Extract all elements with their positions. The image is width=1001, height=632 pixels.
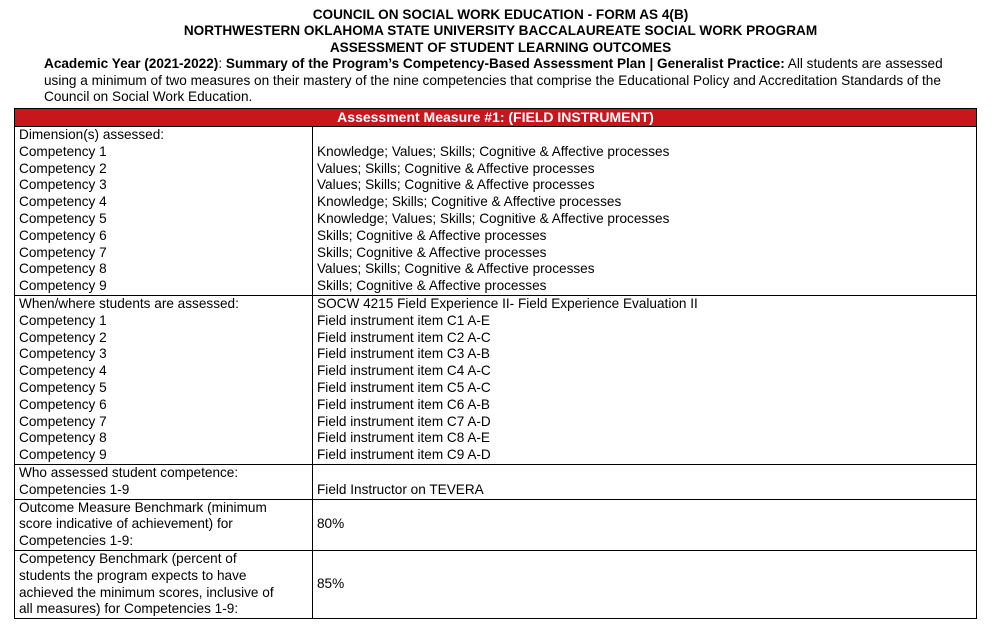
academic-year-label: Academic Year (2021-2022) (44, 56, 219, 72)
dimension-value: Skills; Cognitive & Affective processes (317, 278, 547, 294)
intro-text: All students are assessed using a minimum of two measures on their mastery of the nine competencies that comprise the Educational Policy and Accreditation Standards of the Council on Social Work Education. (44, 56, 943, 105)
competency-label: Competency 9 (19, 278, 107, 294)
field-instrument-item: Field instrument item C5 A-C (317, 379, 491, 395)
header-line-3: ASSESSMENT OF STUDENT LEARNING OUTCOMES (329, 39, 672, 55)
when-where-value-cell (313, 295, 977, 464)
field-instrument-item: Field instrument item C6 A-B (317, 396, 491, 412)
intro-paragraph (44, 56, 973, 106)
assessment-measure-title: Assessment Measure #1: (FIELD INSTRUMENT) (15, 109, 977, 127)
dimensions-row (15, 127, 977, 296)
competency-label: Competency 6 (19, 227, 107, 243)
competency-label: Competency 2 (19, 160, 107, 176)
dimension-value: Knowledge; Values; Skills; Cognitive & Affective processes (317, 210, 670, 226)
who-assessed-value-cell (313, 464, 977, 499)
competency-label: Competency 8 (19, 261, 107, 277)
who-assessed-label-cell (15, 464, 313, 499)
who-assessed-value: Field Instructor on TEVERA (317, 481, 484, 497)
intro-colon: : (218, 56, 226, 72)
when-where-label-cell (15, 295, 313, 464)
competency-label: Competency 5 (19, 210, 107, 226)
header-line-1: COUNCIL ON SOCIAL WORK EDUCATION - FORM AS 4(B) (312, 7, 689, 22)
dimension-value: Skills; Cognitive & Affective processes (317, 244, 547, 260)
competency-label: Competency 2 (19, 329, 107, 345)
outcome-benchmark-label: Outcome Measure Benchmark (minimum (19, 499, 267, 515)
outcome-benchmark-label-cell (15, 499, 313, 550)
header-line-2: NORTHWESTERN OKLAHOMA STATE UNIVERSITY BACCALAUREATE SOCIAL WORK PROGRAM (183, 23, 818, 39)
dimension-value: Knowledge; Values; Skills; Cognitive & Affective processes (317, 143, 670, 159)
dimension-value: Values; Skills; Cognitive & Affective processes (317, 160, 595, 176)
competency-benchmark-label: achieved the minimum scores, inclusive of (19, 584, 274, 600)
competency-label: Competency 4 (19, 194, 107, 210)
summary-label: Summary of the Program’s Competency-Based Assessment Plan | Generalist Practice: (225, 56, 785, 72)
outcome-benchmark-value-cell (313, 499, 977, 550)
dimension-value: Knowledge; Skills; Cognitive & Affective processes (317, 194, 622, 210)
competency-label: Competency 1 (19, 143, 107, 159)
competency-label: Competency 1 (19, 312, 107, 328)
assessment-table (14, 108, 977, 619)
dimension-value: Values; Skills; Cognitive & Affective processes (317, 177, 595, 193)
dimensions-value-cell (313, 127, 977, 296)
competency-label: Competency 6 (19, 396, 107, 412)
outcome-benchmark-label: Competencies 1-9: (19, 533, 134, 549)
document-header (0, 0, 1001, 56)
competency-benchmark-value: 85% (317, 576, 345, 592)
when-where-row (15, 295, 977, 464)
who-assessed-row (15, 464, 977, 499)
competency-label: Competency 7 (19, 244, 107, 260)
field-instrument-item: Field instrument item C4 A-C (317, 363, 491, 379)
dimensions-label-cell (15, 127, 313, 296)
field-instrument-item: Field instrument item C7 A-D (317, 413, 491, 429)
when-where-value: SOCW 4215 Field Experience II- Field Experience Evaluation II (317, 295, 698, 311)
field-instrument-item: Field instrument item C3 A-B (317, 346, 491, 362)
competency-benchmark-label-cell (15, 550, 313, 618)
competency-benchmark-value-cell (313, 550, 977, 618)
who-assessed-label: Who assessed student competence: (19, 464, 239, 480)
competency-label: Competency 4 (19, 363, 107, 379)
competency-label: Competency 5 (19, 379, 107, 395)
outcome-benchmark-value: 80% (317, 516, 345, 532)
dimensions-label: Dimension(s) assessed: (19, 127, 165, 142)
competency-benchmark-label: students the program expects to have (19, 567, 247, 583)
competency-benchmark-row (15, 550, 977, 618)
competency-label: Competency 3 (19, 346, 107, 362)
competency-label: Competency 7 (19, 413, 107, 429)
dimension-value: Skills; Cognitive & Affective processes (317, 227, 547, 243)
field-instrument-item: Field instrument item C9 A-D (317, 447, 491, 463)
outcome-benchmark-row (15, 499, 977, 550)
field-instrument-item: Field instrument item C1 A-E (317, 312, 491, 328)
who-assessed-competencies: Competencies 1-9 (19, 481, 130, 497)
dimension-value: Values; Skills; Cognitive & Affective processes (317, 261, 595, 277)
when-where-label: When/where students are assessed: (19, 295, 239, 311)
outcome-benchmark-label: score indicative of achievement) for (19, 516, 233, 532)
competency-benchmark-label: all measures) for Competencies 1-9: (19, 601, 239, 617)
competency-label: Competency 9 (19, 447, 107, 463)
competency-label: Competency 8 (19, 430, 107, 446)
field-instrument-item: Field instrument item C2 A-C (317, 329, 491, 345)
field-instrument-item: Field instrument item C8 A-E (317, 430, 491, 446)
competency-label: Competency 3 (19, 177, 107, 193)
competency-benchmark-label: Competency Benchmark (percent of (19, 550, 237, 566)
